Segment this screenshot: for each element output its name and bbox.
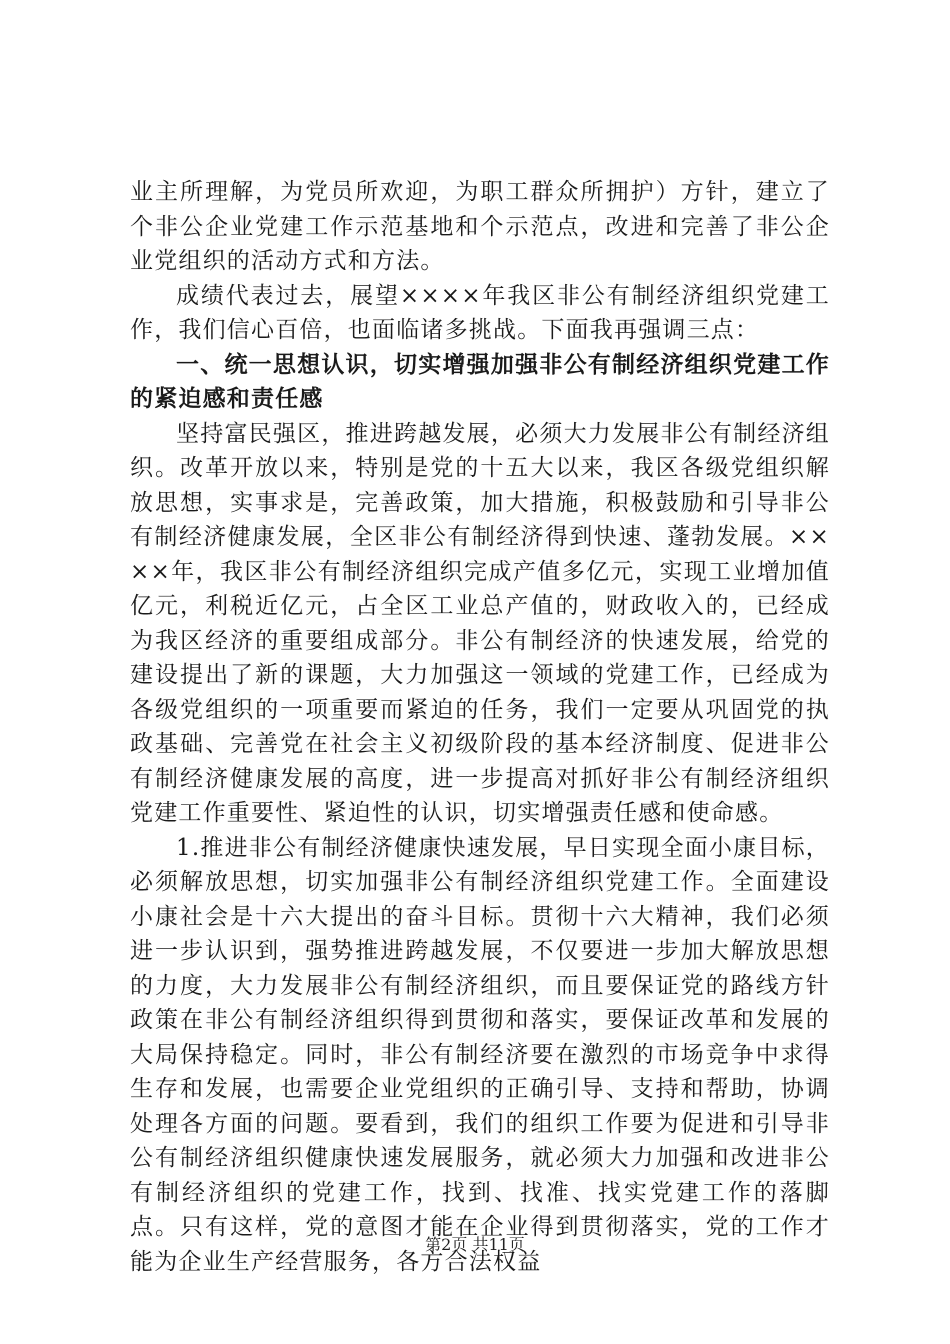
- section-heading-1: 一、统一思想认识，切实增强加强非公有制经济组织党建工作的紧迫感和责任感: [130, 351, 830, 412]
- paragraph-section-1-body: 坚持富民强区，推进跨越发展，必须大力发展非公有制经济组织。改革开放以来，特别是党的十五大以来，我区各级党组织解放思想，实事求是，完善政策，加大措施，积极鼓励和引导非公有制经济健康发展，全区非公有制经济得到快速、蓬勃发展。××××年，我区非公有制经济组织完成产值多亿元，实现工业增加值亿元，利税近亿元，占全区工业总产值的，财政收入的，已经成为我区经济的重要组成部分。非公有制经济的快速发展，给党的建设提出了新的课题，大力加强这一领域的党建工作，已经成为各级党组织的一项重要而紧迫的任务，我们一定要从巩固党的执政基础、完善党在社会主义初级阶段的基本经济制度、促进非公有制经济健康发展的高度，进一步提高对抓好非公有制经济组织党建工作重要性、紧迫性的认识，切实增强责任感和使命感。: [130, 420, 830, 826]
- document-body: [130, 175, 830, 1279]
- paragraph-outlook: 成绩代表过去，展望××××年我区非公有制经济组织党建工作，我们信心百倍，也面临诸多挑战。下面我再强调三点：: [130, 282, 830, 343]
- paragraph-point-1: 1.推进非公有制经济健康快速发展，早日实现全面小康目标，必须解放思想，切实加强非公有制经济组织党建工作。全面建设小康社会是十六大提出的奋斗目标。贯彻十六大精神，我们必须进一步认识到，强势推进跨越发展，不仅要进一步加大解放思想的力度，大力发展非公有制经济组织，而且要保证党的路线方针政策在非公有制经济组织得到贯彻和落实，要保证改革和发展的大局保持稳定。同时，非公有制经济要在激烈的市场竞争中求得生存和发展，也需要企业党组织的正确引导、支持和帮助，协调处理各方面的问题。要看到，我们的组织工作要为促进和引导非公有制经济组织健康快速发展服务，就必须大力加强和改进非公有制经济组织的党建工作，找到、找准、找实党建工作的落脚点。只有这样，党的意图才能在企业得到贯彻落实，党的工作才能为企业生产经营服务，各方合法权益: [130, 834, 830, 1275]
- page-footer: 第2页 共11页: [425, 1235, 525, 1254]
- paragraph-continuation: 业主所理解，为党员所欢迎，为职工群众所拥护）方针，建立了个非公企业党建工作示范基地和个示范点，改进和完善了非公企业党组织的活动方式和方法。: [130, 179, 830, 274]
